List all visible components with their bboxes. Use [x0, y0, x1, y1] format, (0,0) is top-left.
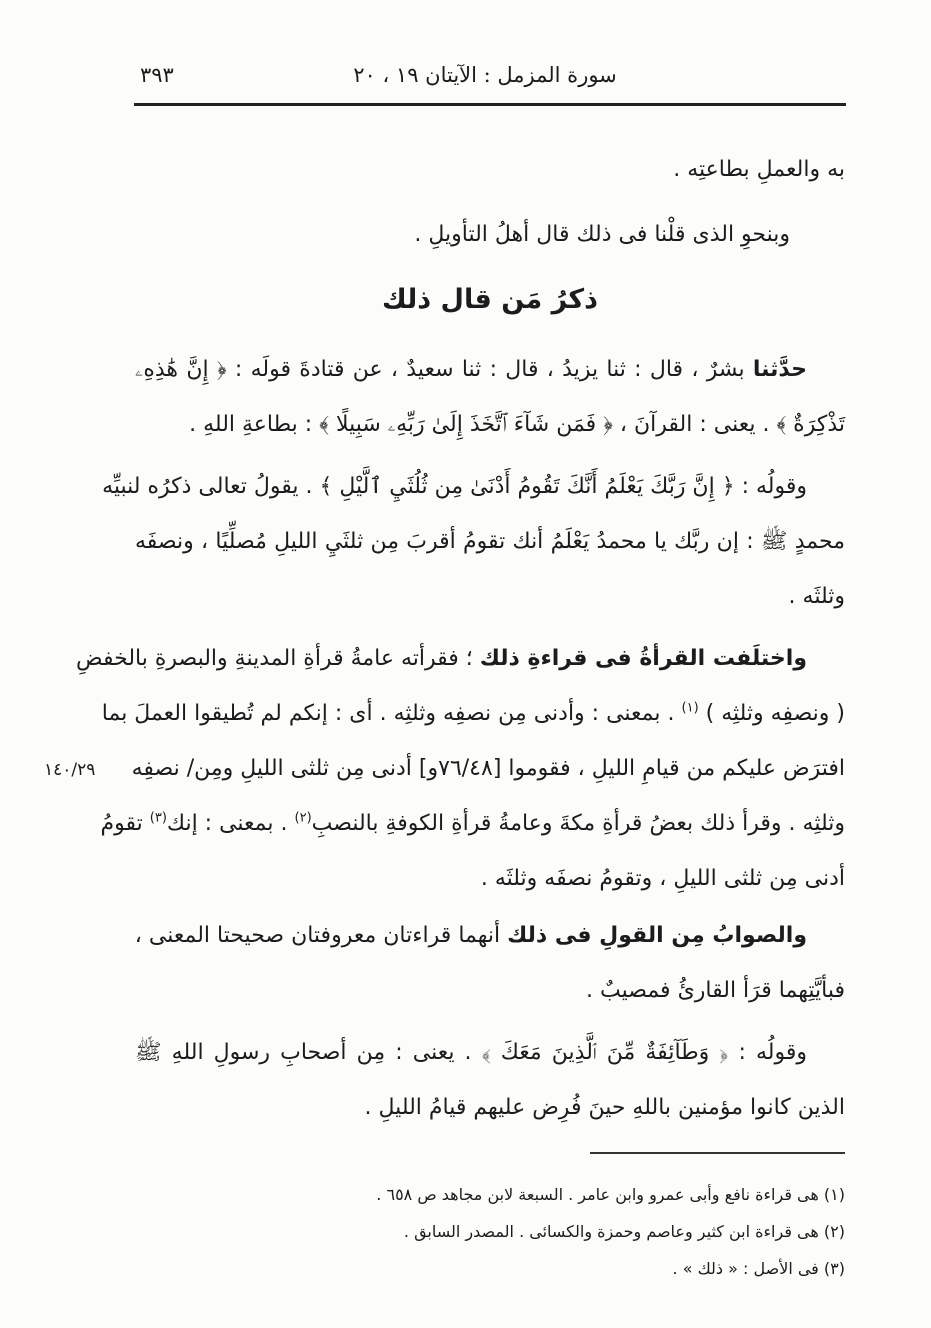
paragraph-4-line-2: فبأيَّتِهما قرَأ القارئُ فمصيبٌ .	[586, 978, 845, 1003]
paragraph-3-line-5: أدنى مِن ثلثى الليلِ ، وتقومُ نصفَه وثلثَه .	[480, 866, 845, 891]
header-rule	[134, 103, 846, 106]
footnote-rule	[590, 1152, 845, 1154]
footnote-1: (١) هى قراءة نافع وأبى عمرو وابن عامر . السبعة لابن مجاهد ص ٦٥٨ .	[376, 1185, 845, 1204]
paragraph-3-line-4	[100, 796, 845, 851]
paragraph-3	[76, 631, 845, 906]
main-text	[76, 142, 845, 1135]
paragraph-2-line-3: وثلثَه .	[788, 584, 845, 609]
text-span: أدنى مِن ثلثى الليلِ ومِن/ نصفِه	[131, 756, 419, 781]
text-span: ( ونصفِه وثلثِه )	[698, 701, 845, 726]
footnote-ref-3: (٣)	[149, 810, 167, 826]
footnotes	[300, 1176, 845, 1287]
intro-line-2: وبنحوِ الذى قلْنا فى ذلك قال أهلُ التأويلِ .	[414, 222, 790, 247]
text-span: بشرٌ ، قال : ثنا يزيدُ ، قال : ثنا سعيدٌ ، عن قتادةَ قولَه : ﴿ إِنَّ هَٰذِهِۦ	[135, 357, 753, 382]
narration-lead: حدَّثنا	[752, 357, 807, 382]
text-span: . بمعنى : إنك	[166, 811, 295, 836]
footnote-3: (٣) فى الأصل : « ذلك » .	[672, 1259, 845, 1278]
paragraph-1-line-1	[135, 342, 845, 397]
text-span: ؛ فقرأته عامةُ قرأةِ المدينةِ والبصرةِ بالخفضِ	[76, 646, 480, 671]
page-number: ٣٩٣	[140, 63, 174, 87]
paragraph-3-line-2	[101, 686, 845, 741]
paragraph-4	[135, 908, 845, 1018]
manuscript-folio-ref: [٧٦/٤٨و]	[418, 756, 502, 781]
paragraph-2-line-2: محمدٍ ﷺ : إن ربَّك يا محمدُ يَعْلَمُ أنك تقومُ أقربَ مِن ثلثَيِ الليلِ مُصلِّيًا ، ونصفَه	[135, 529, 845, 554]
footnote-ref-1: (١)	[681, 700, 699, 716]
paragraph-3-line-3	[131, 741, 845, 796]
text-span: وثلثِه . وقرأ ذلك بعضُ قرأةِ مكةَ وعامةُ قرأةِ الكوفةِ بالنصبِ	[311, 811, 845, 836]
running-header-title: سورة المزمل : الآيتان ١٩ ، ٢٠	[353, 63, 617, 87]
paragraph-4-lead: والصوابُ مِن القولِ فى ذلك	[507, 923, 807, 948]
footnote-ref-2: (٢)	[294, 810, 312, 826]
paragraph-2-line-1: وقولُه : ﴿ إِنَّ رَبَّكَ يَعْلَمُ أَنَّكَ تَقُومُ أَدْنَىٰ مِن ثُلُثَيِ ٱلَّيْلِ ﴾ . يقولُ تعالى ذكرُه لنبيِّه	[102, 474, 807, 499]
paragraph-5-line-1: وقولُه : ﴿ وَطَآئِفَةٌ مِّنَ ٱلَّذِينَ مَعَكَ ﴾ . يعنى : مِن أصحابِ رسولِ اللهِ ﷺ	[135, 1040, 807, 1065]
intro-line-1: به والعملِ بطاعتِه .	[673, 157, 845, 182]
paragraph-3-lead: واختلَفت القرأةُ فى قراءةِ ذلك	[479, 646, 807, 671]
paragraph-1	[135, 342, 845, 452]
margin-reference-note: ١٤٠/٢٩	[44, 760, 96, 780]
text-span: أنهما قراءتان معروفتان صحيحتا المعنى ،	[134, 923, 508, 948]
paragraph-2	[102, 459, 845, 624]
text-span: تقومُ	[100, 811, 150, 836]
section-heading: ذكرُ مَن قال ذلك	[382, 284, 598, 315]
paragraph-4-line-1	[135, 908, 845, 963]
paragraph-5	[135, 1025, 845, 1135]
paragraph-1-line-2: تَذْكِرَةٌ ﴾ . يعنى : القرآنَ ، ﴿ فَمَن شَآءَ ٱتَّخَذَ إِلَىٰ رَبِّهِۦ سَبِيلًا ﴾ : بطاعةِ اللهِ .	[189, 412, 845, 437]
paragraph-3-line-1	[76, 631, 845, 686]
text-span: افترَض عليكم من قيامِ الليلِ ، فقوموا	[501, 756, 845, 781]
paragraph-5-line-2: الذين كانوا مؤمنين باللهِ حينَ فُرِض عليهم قيامُ الليلِ .	[364, 1095, 845, 1120]
text-span: . بمعنى : وأدنى مِن نصفِه وثلثِه . أى : إنكم لم تُطيقوا العملَ بما	[101, 701, 682, 726]
footnote-2: (٢) هى قراءة ابن كثير وعاصم وحمزة والكسائى . المصدر السابق .	[403, 1222, 845, 1241]
